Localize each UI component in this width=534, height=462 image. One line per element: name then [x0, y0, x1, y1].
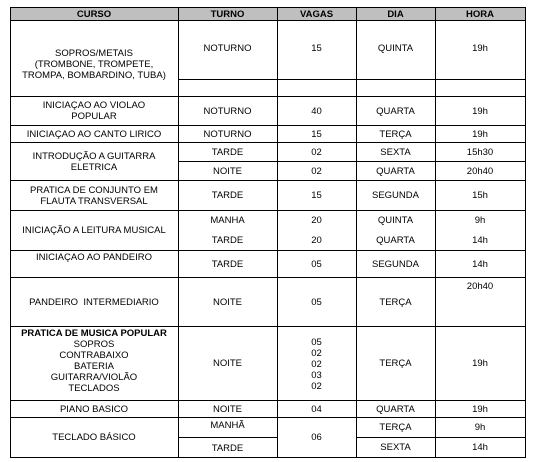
course-line: INICIAÇAO AO VIOLAO: [42, 100, 146, 111]
dia-cell: QUARTA: [376, 165, 415, 177]
course-line: BATERIA: [74, 361, 114, 372]
course-title: PRATICA DE MUSICA POPULAR: [21, 328, 167, 339]
course-name: [10, 211, 178, 250]
vagas-cell: 15: [311, 190, 322, 201]
course-line: TROMPA, BOMBARDINO, TUBA): [22, 70, 166, 81]
dia-cell: QUARTA: [376, 234, 415, 246]
dia-cell: TERÇA: [379, 128, 412, 140]
dia-cell: SEXTA: [380, 442, 411, 453]
turno-cell: NOITE: [212, 403, 243, 415]
course-name: [10, 251, 178, 263]
hora-cell: 14h: [472, 442, 488, 453]
vagas-line: 02: [311, 358, 322, 370]
course-line: (TROMBONE, TROMPETE,: [34, 59, 154, 70]
dia-cell: SEGUNDA: [372, 190, 419, 201]
hora-cell: 14h: [472, 258, 488, 270]
course-line: SOPROS/METAIS: [55, 48, 133, 59]
table-border-bottom: [10, 457, 526, 458]
hora-cell: 20h40: [466, 280, 494, 292]
turno-cell: MANHA: [210, 214, 245, 226]
dia-cell: TERÇA: [379, 422, 412, 433]
turno-cell: NOTURNO: [203, 128, 252, 140]
course-name: [10, 328, 178, 399]
turno-cell: NOITE: [212, 165, 243, 177]
turno-cell: NOTURNO: [203, 42, 252, 54]
hora-cell: 9h: [474, 422, 486, 433]
course-line: GUITARRA/VIOLÃO: [50, 372, 138, 383]
header-dia: DIA: [387, 8, 404, 20]
header-curso: CURSO: [76, 8, 112, 20]
course-name: [10, 181, 178, 210]
hora-cell: 19h: [472, 42, 488, 54]
row-rule: [178, 79, 526, 80]
hora-cell: 19h: [472, 403, 488, 415]
vagas-cell: 05: [311, 296, 322, 308]
course-line: POPULAR: [71, 111, 117, 122]
vagas-cell: 40: [311, 105, 322, 117]
course-name: [10, 97, 178, 125]
vagas-cell: 04: [311, 403, 322, 415]
course-line: PRATICA DE CONJUNTO EM: [30, 184, 158, 196]
dia-cell: QUINTA: [377, 42, 414, 54]
dia-cell: TERÇA: [379, 296, 412, 308]
course-name: [10, 143, 178, 180]
turno-cell: TARDE: [211, 190, 244, 201]
vagas-line: 05: [311, 336, 322, 348]
course-name: [10, 401, 178, 417]
course-name: [10, 126, 178, 142]
course-line: INICIAÇAO AO CANTO LIRICO: [26, 128, 162, 140]
hora-cell: 9h: [474, 214, 486, 226]
vagas-cell: 15: [311, 128, 322, 140]
course-line: INICIAÇÃO A LEITURA MUSICAL: [22, 225, 166, 236]
course-line: SOPROS: [73, 339, 115, 350]
turno-cell: MANHÃ: [210, 419, 245, 431]
course-line: ELETRICA: [70, 161, 118, 173]
dia-cell: SEXTA: [380, 146, 411, 158]
row-rule: [178, 437, 277, 438]
course-name: [10, 418, 178, 457]
turno-cell: NOITE: [212, 296, 243, 308]
hora-cell: 15h30: [466, 146, 494, 158]
course-line: TECLADOS: [68, 383, 120, 394]
header-vagas: VAGAS: [299, 8, 334, 20]
dia-cell: QUARTA: [376, 105, 415, 117]
hora-cell: 19h: [472, 105, 488, 117]
course-line: CONTRABAIXO: [59, 350, 129, 361]
course-name: [10, 21, 178, 96]
turno-cell: NOITE: [212, 358, 243, 369]
course-line: PANDEIRO INTERMEDIARIO: [29, 296, 159, 308]
hora-cell: 19h: [472, 358, 488, 369]
course-line: FLAUTA TRANSVERSAL: [40, 195, 148, 207]
vagas-cell: 02: [311, 165, 322, 177]
course-name: [10, 278, 178, 326]
turno-cell: NOTURNO: [203, 105, 252, 117]
vagas-cell: 05: [311, 258, 322, 270]
header-turno: TURNO: [210, 8, 245, 20]
turno-cell: TARDE: [211, 258, 244, 270]
table-border-right: [525, 7, 526, 458]
hora-cell: 14h: [472, 234, 488, 246]
course-line: PIANO BASICO: [59, 403, 129, 415]
turno-cell: TARDE: [211, 442, 244, 454]
vagas-cell: 02: [311, 146, 322, 158]
hora-cell: 19h: [472, 128, 488, 140]
hora-cell: 15h: [472, 190, 488, 201]
turno-cell: TARDE: [211, 146, 244, 158]
course-line: TECLADO BÁSICO: [52, 432, 136, 443]
dia-cell: QUINTA: [377, 214, 414, 226]
vagas-cell: [277, 334, 356, 394]
dia-cell: QUARTA: [376, 403, 415, 415]
row-rule: [356, 437, 526, 438]
course-line: INTRODUÇÃO A GUITARRA: [32, 150, 156, 162]
vagas-line: 02: [311, 380, 322, 392]
vagas-cell: 15: [311, 42, 322, 54]
dia-cell: TERÇA: [379, 358, 412, 369]
dia-cell: SEGUNDA: [372, 258, 419, 270]
vagas-line: 02: [311, 347, 322, 359]
header-hora: HORA: [466, 8, 494, 20]
vagas-line: 03: [311, 369, 322, 381]
vagas-cell: 20: [311, 234, 322, 246]
vagas-cell: 20: [311, 214, 322, 226]
hora-cell: 20h40: [466, 165, 494, 177]
course-line: INICIAÇAO AO PANDEIRO: [36, 251, 152, 263]
vagas-cell: 06: [311, 432, 322, 443]
turno-cell: TARDE: [211, 234, 244, 246]
